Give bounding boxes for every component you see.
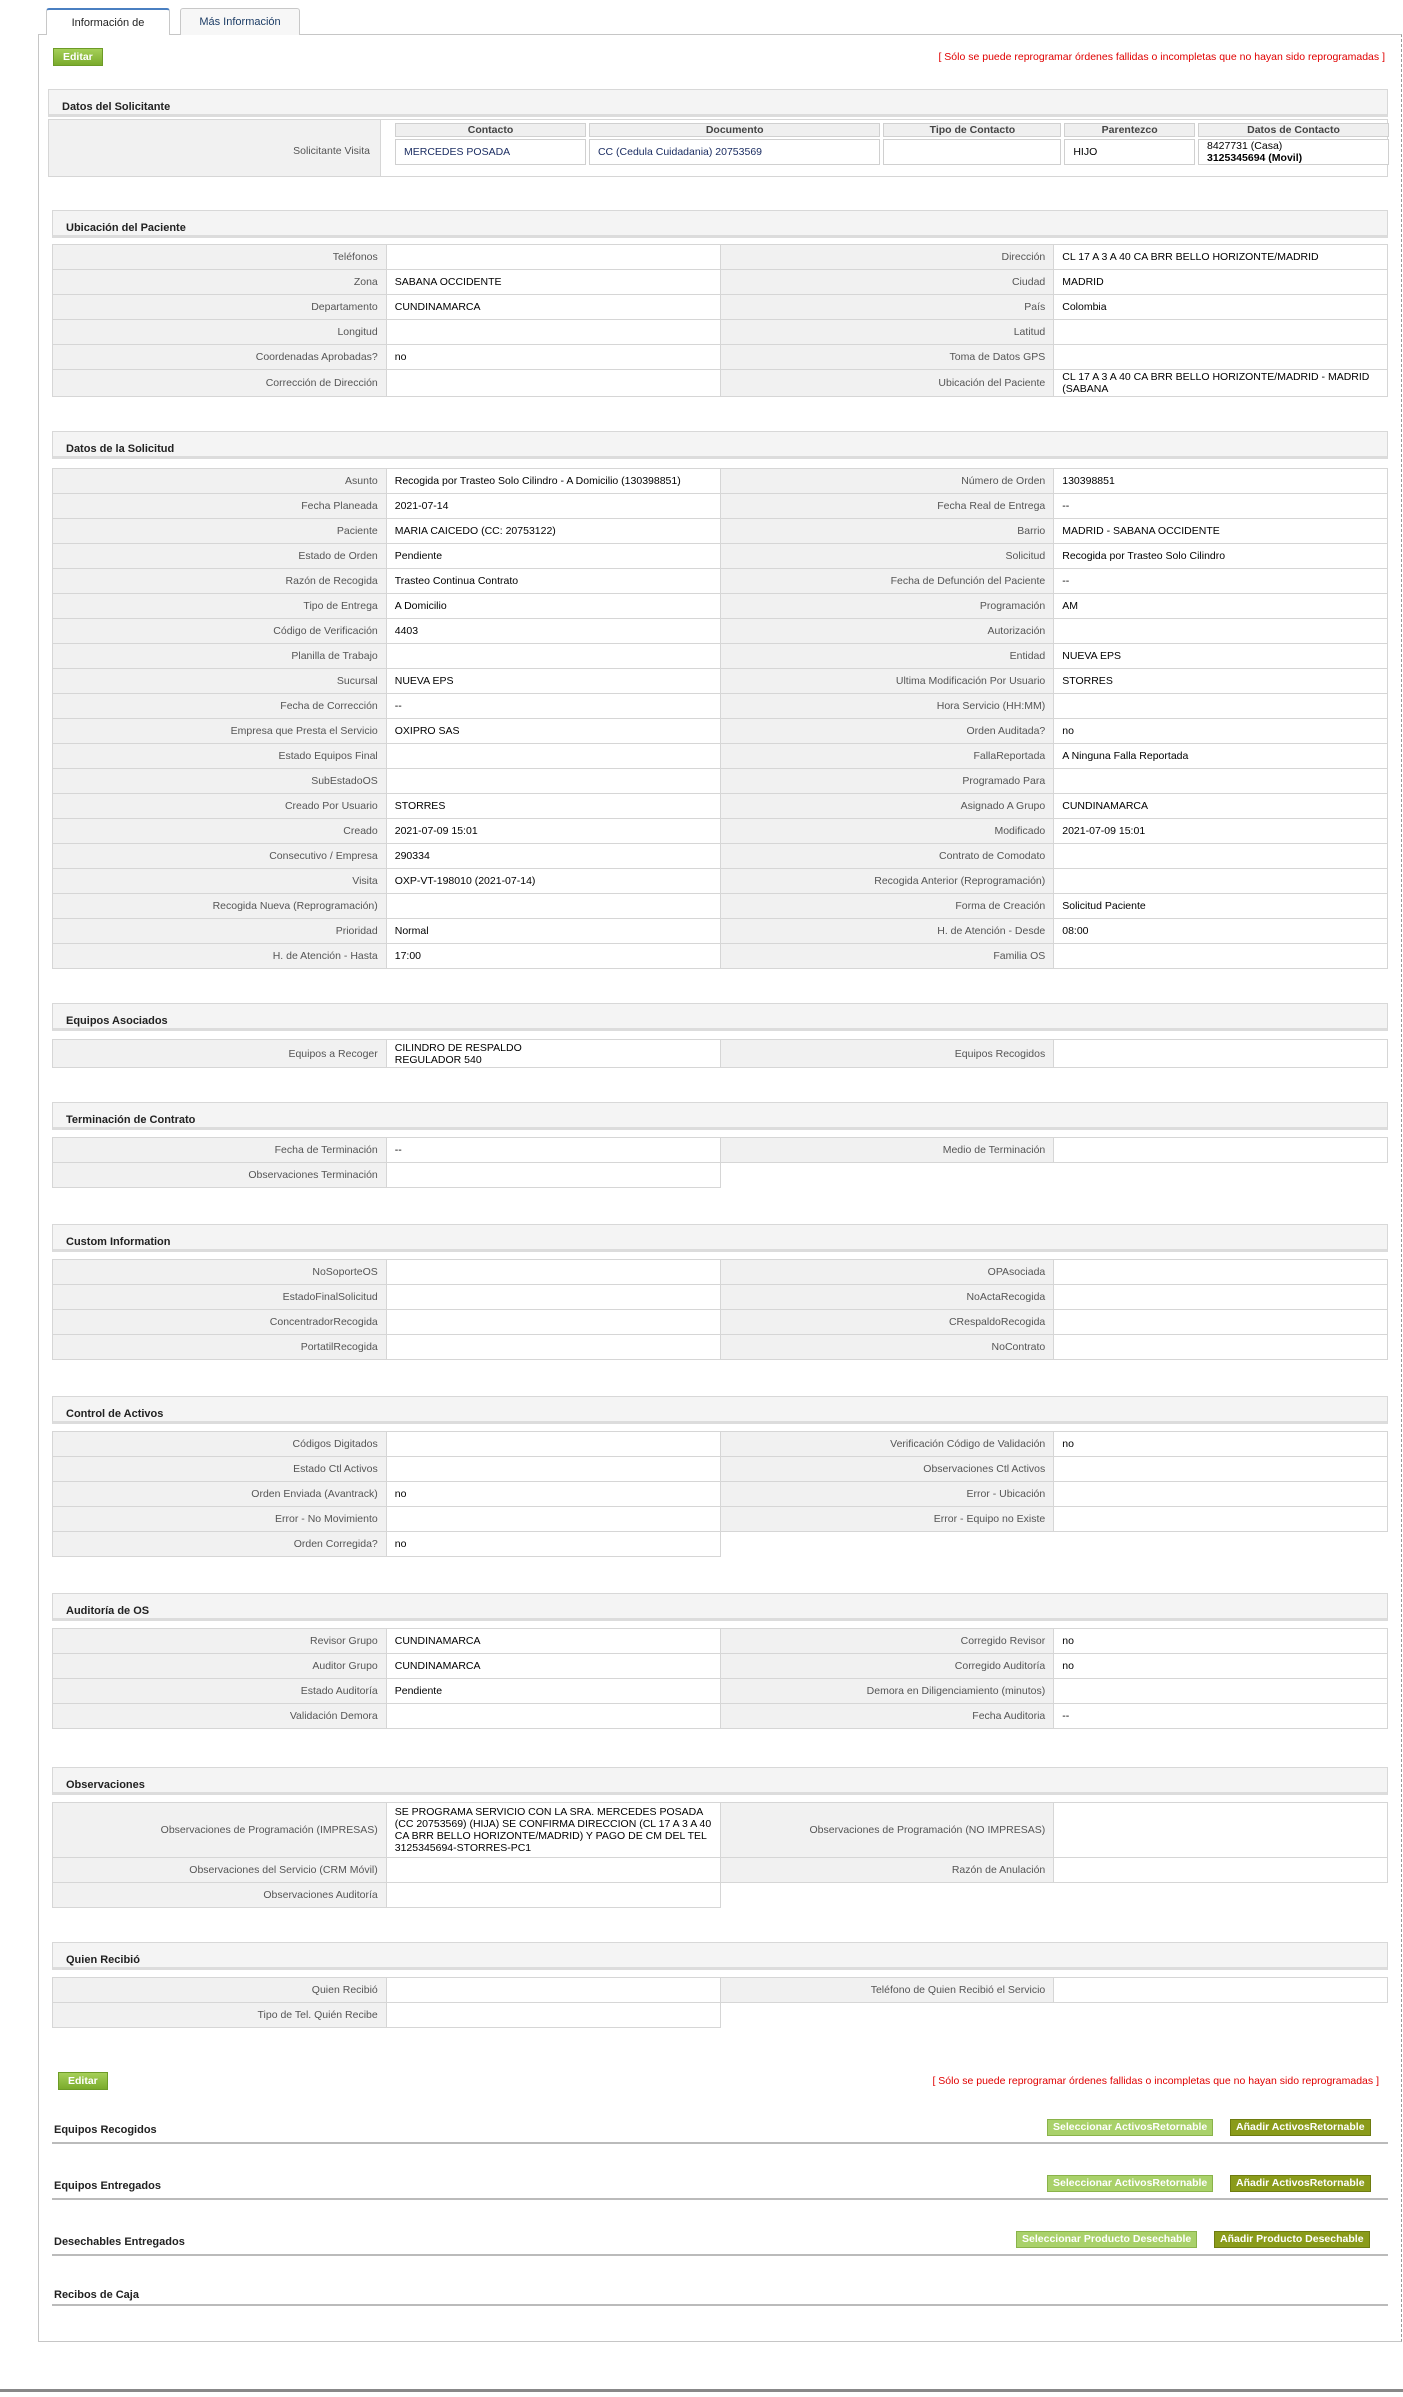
recogida-nueva-reprogramacion-label: Recogida Nueva (Reprogramación) — [53, 894, 387, 919]
toma-de-datos-gps-label: Toma de Datos GPS — [720, 345, 1054, 370]
auditoria-table — [52, 1628, 1388, 1729]
fecha-planeada-value: 2021-07-14 — [386, 494, 720, 519]
hora-servicio-hh-mm-value — [1054, 694, 1388, 719]
equipo-item: CILINDRO DE RESPALDO — [394, 1041, 522, 1054]
divider — [52, 2142, 1388, 2144]
ubicacion-table — [52, 244, 1388, 397]
table-row — [53, 370, 1388, 397]
error-no-movimiento-value — [386, 1507, 720, 1532]
ultima-modificacion-por-usuario-label: Ultima Modificación Por Usuario — [720, 669, 1054, 694]
portatilrecogida-value — [386, 1335, 720, 1360]
table-row — [53, 1654, 1388, 1679]
concentradorrecogida-value — [386, 1310, 720, 1335]
error-ubicacion-value — [1054, 1482, 1388, 1507]
section-custom-header: Custom Information — [52, 1224, 1388, 1252]
modificado-label: Modificado — [720, 819, 1054, 844]
h-de-atencion-hasta-label: H. de Atención - Hasta — [53, 944, 387, 969]
codigos-digitados-label: Códigos Digitados — [53, 1432, 387, 1457]
equipos-a-recoger-label: Equipos a Recoger — [53, 1040, 387, 1068]
add-activos-recogidos-button[interactable]: Añadir ActivosRetornable — [1230, 2119, 1371, 2136]
obs-programacion-impresas-label: Observaciones de Programación (IMPRESAS) — [53, 1803, 387, 1858]
paciente-label: Paciente — [53, 519, 387, 544]
coordenadas-aprobadas-value: no — [386, 345, 720, 370]
recibos-caja-title: Recibos de Caja — [54, 2289, 139, 2301]
table-row — [53, 1629, 1388, 1654]
barrio-label: Barrio — [720, 519, 1054, 544]
contrato-de-comodato-value — [1054, 844, 1388, 869]
verificacion-codigo-de-validacion-value: no — [1054, 1432, 1388, 1457]
prioridad-label: Prioridad — [53, 919, 387, 944]
table-row — [53, 1285, 1388, 1310]
error-equipo-no-existe-value — [1054, 1507, 1388, 1532]
validacion-demora-value — [386, 1704, 720, 1729]
observaciones-auditoria-label: Observaciones Auditoría — [53, 1883, 387, 1908]
departamento-value: CUNDINAMARCA — [386, 295, 720, 320]
portatilrecogida-label: PortatilRecogida — [53, 1335, 387, 1360]
planilla-de-trabajo-label: Planilla de Trabajo — [53, 644, 387, 669]
table-row — [53, 544, 1388, 569]
table-row — [53, 844, 1388, 869]
table-row — [53, 1335, 1388, 1360]
ubicacion-del-paciente-label: Ubicación del Paciente — [720, 370, 1054, 397]
tab-mas-informacion[interactable]: Más Información — [180, 8, 300, 35]
familia-os-value — [1054, 944, 1388, 969]
obs-programacion-no-impresas-value — [1054, 1803, 1388, 1858]
table-row — [53, 769, 1388, 794]
table-row — [53, 744, 1388, 769]
table-row — [53, 594, 1388, 619]
asignado-a-grupo-label: Asignado A Grupo — [720, 794, 1054, 819]
programado-para-label: Programado Para — [720, 769, 1054, 794]
contrato-de-comodato-label: Contrato de Comodato — [720, 844, 1054, 869]
numero-de-orden-label: Número de Orden — [720, 469, 1054, 494]
telefono-de-quien-recibio-el-servicio-value — [1054, 1978, 1388, 2003]
tipo-de-entrega-value: A Domicilio — [386, 594, 720, 619]
consecutivo-empresa-value: 290334 — [386, 844, 720, 869]
telefonos-value — [386, 245, 720, 270]
table-row — [53, 1432, 1388, 1457]
observaciones-terminacion-label: Observaciones Terminación — [53, 1163, 387, 1188]
coordenadas-aprobadas-label: Coordenadas Aprobadas? — [53, 345, 387, 370]
fecha-real-de-entrega-label: Fecha Real de Entrega — [720, 494, 1054, 519]
fecha-real-de-entrega-value: -- — [1054, 494, 1388, 519]
empresa-que-presta-el-servicio-label: Empresa que Presta el Servicio — [53, 719, 387, 744]
contact-row — [395, 139, 1389, 165]
solicitud-table — [52, 468, 1388, 969]
table-row — [53, 1858, 1388, 1883]
ubicacion-del-paciente-value: CL 17 A 3 A 40 CA BRR BELLO HORIZONTE/MADRID - MADRID (SABANA — [1054, 370, 1388, 397]
section-solicitante-header: Datos del Solicitante — [48, 89, 1388, 117]
orden-auditada-value: no — [1054, 719, 1388, 744]
auditor-grupo-value: CUNDINAMARCA — [386, 1654, 720, 1679]
concentradorrecogida-label: ConcentradorRecogida — [53, 1310, 387, 1335]
col-parentezco: Parentezco — [1064, 123, 1195, 137]
recogida-nueva-reprogramacion-value — [386, 894, 720, 919]
sucursal-value: NUEVA EPS — [386, 669, 720, 694]
table-row — [53, 794, 1388, 819]
table-row — [53, 320, 1388, 345]
fallareportada-label: FallaReportada — [720, 744, 1054, 769]
observaciones-terminacion-value — [386, 1163, 720, 1188]
section-terminacion-header: Terminación de Contrato — [52, 1102, 1388, 1130]
table-row — [53, 1704, 1388, 1729]
section-quien-header: Quien Recibió — [52, 1942, 1388, 1970]
entidad-value: NUEVA EPS — [1054, 644, 1388, 669]
zona-value: SABANA OCCIDENTE — [386, 270, 720, 295]
paciente-value: MARIA CAICEDO (CC: 20753122) — [386, 519, 720, 544]
programacion-label: Programación — [720, 594, 1054, 619]
fallareportada-value: A Ninguna Falla Reportada — [1054, 744, 1388, 769]
hora-servicio-hh-mm-label: Hora Servicio (HH:MM) — [720, 694, 1054, 719]
codigos-digitados-value — [386, 1432, 720, 1457]
solicitud-value: Recogida por Trasteo Solo Cilindro — [1054, 544, 1388, 569]
table-row — [53, 1679, 1388, 1704]
correccion-de-direccion-value — [386, 370, 720, 397]
forma-de-creacion-label: Forma de Creación — [720, 894, 1054, 919]
col-datos-contacto: Datos de Contacto — [1198, 123, 1389, 137]
table-row — [53, 919, 1388, 944]
nosoporteos-label: NoSoporteOS — [53, 1260, 387, 1285]
asunto-value: Recogida por Trasteo Solo Cilindro - A Domicilio (130398851) — [386, 469, 720, 494]
autorizacion-value — [1054, 619, 1388, 644]
zona-label: Zona — [53, 270, 387, 295]
estado-equipos-final-value — [386, 744, 720, 769]
tipo-de-entrega-label: Tipo de Entrega — [53, 594, 387, 619]
section-observaciones-header: Observaciones — [52, 1767, 1388, 1795]
table-row — [53, 1507, 1388, 1532]
edit-button-top[interactable]: Editar — [53, 48, 103, 66]
error-ubicacion-label: Error - Ubicación — [720, 1482, 1054, 1507]
programado-para-value — [1054, 769, 1388, 794]
observaciones-del-servicio-crm-movil-value — [386, 1858, 720, 1883]
equipos-table — [52, 1039, 1388, 1068]
contact-type — [883, 139, 1061, 165]
pais-value: Colombia — [1054, 295, 1388, 320]
obs-programacion-impresas-value: SE PROGRAMA SERVICIO CON LA SRA. MERCEDES POSADA (CC 20753569) (HIJA) SE CONFIRMA DIRECCION (CL 17 A 3 A 40 CA BRR BELLO HORIZONTE/MADRID) Y PAGO DE CM DEL TEL 3125345694-STORRES-PC1 — [386, 1803, 720, 1858]
section-auditoria-header: Auditoría de OS — [52, 1593, 1388, 1621]
orden-enviada-avantrack-value: no — [386, 1482, 720, 1507]
latitud-value — [1054, 320, 1388, 345]
table-row — [53, 519, 1388, 544]
quien-table — [52, 1977, 1388, 2028]
codigo-de-verificacion-value: 4403 — [386, 619, 720, 644]
table-row — [53, 869, 1388, 894]
edit-button-bottom[interactable]: Editar — [58, 2072, 108, 2090]
familia-os-label: Familia OS — [720, 944, 1054, 969]
section-control-header: Control de Activos — [52, 1396, 1388, 1424]
divider — [52, 2198, 1388, 2200]
table-row — [53, 270, 1388, 295]
table-row — [53, 669, 1388, 694]
table-row — [53, 1138, 1388, 1163]
subestadoos-value — [386, 769, 720, 794]
contact-document: CC (Cedula Cuidadania) 20753569 — [589, 139, 880, 165]
latitud-label: Latitud — [720, 320, 1054, 345]
correccion-de-direccion-label: Corrección de Dirección — [53, 370, 387, 397]
numero-de-orden-value: 130398851 — [1054, 469, 1388, 494]
recogida-anterior-reprogramacion-value — [1054, 869, 1388, 894]
nocontrato-label: NoContrato — [720, 1335, 1054, 1360]
table-row — [53, 1163, 1388, 1188]
section-ubicacion-header: Ubicación del Paciente — [52, 210, 1388, 238]
bottom-divider — [0, 2389, 1403, 2392]
observaciones-table — [52, 1802, 1388, 1908]
nocontrato-value — [1054, 1335, 1388, 1360]
ciudad-label: Ciudad — [720, 270, 1054, 295]
terminacion-table — [52, 1137, 1388, 1188]
medio-de-terminacion-value — [1054, 1138, 1388, 1163]
orden-corregida-value: no — [386, 1532, 720, 1557]
estadofinalsolicitud-value — [386, 1285, 720, 1310]
autorizacion-label: Autorización — [720, 619, 1054, 644]
table-row — [53, 1532, 1388, 1557]
table-row — [53, 694, 1388, 719]
h-de-atencion-desde-value: 08:00 — [1054, 919, 1388, 944]
longitud-value — [386, 320, 720, 345]
quien-recibio-label: Quien Recibió — [53, 1978, 387, 2003]
modificado-value: 2021-07-09 15:01 — [1054, 819, 1388, 844]
fecha-auditoria-label: Fecha Auditoria — [720, 1704, 1054, 1729]
divider — [52, 2254, 1388, 2256]
razon-de-anulacion-value — [1054, 1858, 1388, 1883]
select-activos-recogidos-button[interactable]: Seleccionar ActivosRetornable — [1047, 2119, 1213, 2136]
table-row — [53, 819, 1388, 844]
equipos-entregados-title: Equipos Entregados — [54, 2180, 161, 2192]
opasociada-value — [1054, 1260, 1388, 1285]
codigo-de-verificacion-label: Código de Verificación — [53, 619, 387, 644]
table-row — [53, 1457, 1388, 1482]
tipo-de-tel-quien-recibe-label: Tipo de Tel. Quién Recibe — [53, 2003, 387, 2028]
table-row — [53, 345, 1388, 370]
table-row — [53, 894, 1388, 919]
tipo-de-tel-quien-recibe-value — [386, 2003, 720, 2028]
quien-recibio-value — [386, 1978, 720, 2003]
error-no-movimiento-label: Error - No Movimiento — [53, 1507, 387, 1532]
divider — [52, 2304, 1388, 2306]
reprogram-warning-bottom: [ Sólo se puede reprogramar órdenes fallidas o incompletas que no hayan sido reprogramadas ] — [932, 2075, 1379, 2087]
validacion-demora-label: Validación Demora — [53, 1704, 387, 1729]
desechables-entregados-title: Desechables Entregados — [54, 2236, 185, 2248]
error-equipo-no-existe-label: Error - Equipo no Existe — [720, 1507, 1054, 1532]
planilla-de-trabajo-value — [386, 644, 720, 669]
barrio-value: MADRID - SABANA OCCIDENTE — [1054, 519, 1388, 544]
observaciones-auditoria-value — [386, 1883, 720, 1908]
estado-ctl-activos-label: Estado Ctl Activos — [53, 1457, 387, 1482]
custom-table — [52, 1259, 1388, 1360]
creado-por-usuario-label: Creado Por Usuario — [53, 794, 387, 819]
revisor-grupo-label: Revisor Grupo — [53, 1629, 387, 1654]
estado-ctl-activos-value — [386, 1457, 720, 1482]
table-row — [53, 245, 1388, 270]
crespaldorecogida-label: CRespaldoRecogida — [720, 1310, 1054, 1335]
select-desechable-button[interactable]: Seleccionar Producto Desechable — [1016, 2231, 1197, 2248]
table-row — [53, 1310, 1388, 1335]
forma-de-creacion-value: Solicitud Paciente — [1054, 894, 1388, 919]
direccion-value: CL 17 A 3 A 40 CA BRR BELLO HORIZONTE/MADRID — [1054, 245, 1388, 270]
empty-cell — [720, 1163, 1388, 1188]
h-de-atencion-desde-label: H. de Atención - Desde — [720, 919, 1054, 944]
equipos-recogidos-value — [1054, 1040, 1388, 1068]
contact-phone-mobile: 3125345694 (Movil) — [1206, 152, 1303, 164]
corregido-revisor-label: Corregido Revisor — [720, 1629, 1054, 1654]
razon-de-anulacion-label: Razón de Anulación — [720, 1858, 1054, 1883]
corregido-revisor-value: no — [1054, 1629, 1388, 1654]
orden-enviada-avantrack-label: Orden Enviada (Avantrack) — [53, 1482, 387, 1507]
medio-de-terminacion-label: Medio de Terminación — [720, 1138, 1054, 1163]
longitud-label: Longitud — [53, 320, 387, 345]
noactarecogida-label: NoActaRecogida — [720, 1285, 1054, 1310]
col-contacto: Contacto — [395, 123, 586, 137]
corregido-auditoria-label: Corregido Auditoría — [720, 1654, 1054, 1679]
table-row — [53, 719, 1388, 744]
table-row — [53, 644, 1388, 669]
orden-corregida-label: Orden Corregida? — [53, 1532, 387, 1557]
crespaldorecogida-value — [1054, 1310, 1388, 1335]
direccion-label: Dirección — [720, 245, 1054, 270]
recogida-anterior-reprogramacion-label: Recogida Anterior (Reprogramación) — [720, 869, 1054, 894]
demora-en-diligenciamiento-minutos-label: Demora en Diligenciamiento (minutos) — [720, 1679, 1054, 1704]
contact-relationship: HIJO — [1064, 139, 1195, 165]
revisor-grupo-value: CUNDINAMARCA — [386, 1629, 720, 1654]
fecha-auditoria-value: -- — [1054, 1704, 1388, 1729]
solicitante-visita-label: Solicitante Visita — [49, 120, 381, 176]
demora-en-diligenciamiento-minutos-value — [1054, 1679, 1388, 1704]
departamento-label: Departamento — [53, 295, 387, 320]
razon-de-recogida-label: Razón de Recogida — [53, 569, 387, 594]
verificacion-codigo-de-validacion-label: Verificación Código de Validación — [720, 1432, 1054, 1457]
table-row — [53, 295, 1388, 320]
creado-value: 2021-07-09 15:01 — [386, 819, 720, 844]
orden-auditada-label: Orden Auditada? — [720, 719, 1054, 744]
contacts-header-row — [395, 123, 1389, 137]
observaciones-del-servicio-crm-movil-label: Observaciones del Servicio (CRM Móvil) — [53, 1858, 387, 1883]
noactarecogida-value — [1054, 1285, 1388, 1310]
contact-phones — [1198, 139, 1389, 165]
add-desechable-button[interactable]: Añadir Producto Desechable — [1214, 2231, 1370, 2248]
asignado-a-grupo-value: CUNDINAMARCA — [1054, 794, 1388, 819]
equipos-recogidos-label: Equipos Recogidos — [720, 1040, 1054, 1068]
observaciones-ctl-activos-label: Observaciones Ctl Activos — [720, 1457, 1054, 1482]
table-row — [53, 494, 1388, 519]
estado-de-orden-value: Pendiente — [386, 544, 720, 569]
control-table — [52, 1431, 1388, 1557]
equipo-item: REGULADOR 540 — [394, 1053, 482, 1066]
tab-informacion[interactable]: Información de — [46, 8, 170, 35]
fecha-de-correccion-value: -- — [386, 694, 720, 719]
estado-de-orden-label: Estado de Orden — [53, 544, 387, 569]
table-row — [53, 619, 1388, 644]
telefonos-label: Teléfonos — [53, 245, 387, 270]
table-row — [53, 1260, 1388, 1285]
fecha-de-defuncion-del-paciente-label: Fecha de Defunción del Paciente — [720, 569, 1054, 594]
solicitante-box — [48, 119, 1388, 177]
empty-cell — [720, 1532, 1388, 1557]
ultima-modificacion-por-usuario-value: STORRES — [1054, 669, 1388, 694]
table-row — [53, 569, 1388, 594]
contacts-table — [392, 121, 1392, 167]
h-de-atencion-hasta-value: 17:00 — [386, 944, 720, 969]
table-row — [53, 1040, 1388, 1068]
equipos-a-recoger-value — [386, 1040, 720, 1068]
add-activos-entregados-button[interactable]: Añadir ActivosRetornable — [1230, 2175, 1371, 2192]
fecha-de-terminacion-label: Fecha de Terminación — [53, 1138, 387, 1163]
empty-cell — [720, 2003, 1388, 2028]
creado-label: Creado — [53, 819, 387, 844]
toma-de-datos-gps-value — [1054, 345, 1388, 370]
creado-por-usuario-value: STORRES — [386, 794, 720, 819]
consecutivo-empresa-label: Consecutivo / Empresa — [53, 844, 387, 869]
ciudad-value: MADRID — [1054, 270, 1388, 295]
sucursal-label: Sucursal — [53, 669, 387, 694]
solicitud-label: Solicitud — [720, 544, 1054, 569]
contact-phone-home: 8427731 (Casa) — [1206, 140, 1283, 152]
observaciones-ctl-activos-value — [1054, 1457, 1388, 1482]
table-row — [53, 469, 1388, 494]
corregido-auditoria-value: no — [1054, 1654, 1388, 1679]
opasociada-label: OPAsociada — [720, 1260, 1054, 1285]
visita-value: OXP-VT-198010 (2021-07-14) — [386, 869, 720, 894]
empty-cell — [720, 1883, 1388, 1908]
contact-name: MERCEDES POSADA — [395, 139, 586, 165]
table-row — [53, 944, 1388, 969]
fecha-planeada-label: Fecha Planeada — [53, 494, 387, 519]
table-row — [53, 1883, 1388, 1908]
section-solicitud-header: Datos de la Solicitud — [52, 431, 1388, 459]
table-row — [53, 1803, 1388, 1858]
auditor-grupo-label: Auditor Grupo — [53, 1654, 387, 1679]
estadofinalsolicitud-label: EstadoFinalSolicitud — [53, 1285, 387, 1310]
select-activos-entregados-button[interactable]: Seleccionar ActivosRetornable — [1047, 2175, 1213, 2192]
estado-auditoria-label: Estado Auditoría — [53, 1679, 387, 1704]
table-row — [53, 2003, 1388, 2028]
telefono-de-quien-recibio-el-servicio-label: Teléfono de Quien Recibió el Servicio — [720, 1978, 1054, 2003]
subestadoos-label: SubEstadoOS — [53, 769, 387, 794]
programacion-value: AM — [1054, 594, 1388, 619]
col-tipo-contacto: Tipo de Contacto — [883, 123, 1061, 137]
razon-de-recogida-value: Trasteo Continua Contrato — [386, 569, 720, 594]
fecha-de-correccion-label: Fecha de Corrección — [53, 694, 387, 719]
equipos-recogidos-title: Equipos Recogidos — [54, 2124, 157, 2136]
asunto-label: Asunto — [53, 469, 387, 494]
table-row — [53, 1978, 1388, 2003]
reprogram-warning-top: [ Sólo se puede reprogramar órdenes fallidas o incompletas que no hayan sido reprogramadas ] — [938, 51, 1385, 63]
prioridad-value: Normal — [386, 919, 720, 944]
estado-auditoria-value: Pendiente — [386, 1679, 720, 1704]
col-documento: Documento — [589, 123, 880, 137]
estado-equipos-final-label: Estado Equipos Final — [53, 744, 387, 769]
fecha-de-terminacion-value: -- — [386, 1138, 720, 1163]
entidad-label: Entidad — [720, 644, 1054, 669]
fecha-de-defuncion-del-paciente-value: -- — [1054, 569, 1388, 594]
empresa-que-presta-el-servicio-value: OXIPRO SAS — [386, 719, 720, 744]
nosoporteos-value — [386, 1260, 720, 1285]
table-row — [53, 1482, 1388, 1507]
obs-programacion-no-impresas-label: Observaciones de Programación (NO IMPRESAS) — [720, 1803, 1054, 1858]
pais-label: País — [720, 295, 1054, 320]
section-equipos-header: Equipos Asociados — [52, 1003, 1388, 1031]
visita-label: Visita — [53, 869, 387, 894]
